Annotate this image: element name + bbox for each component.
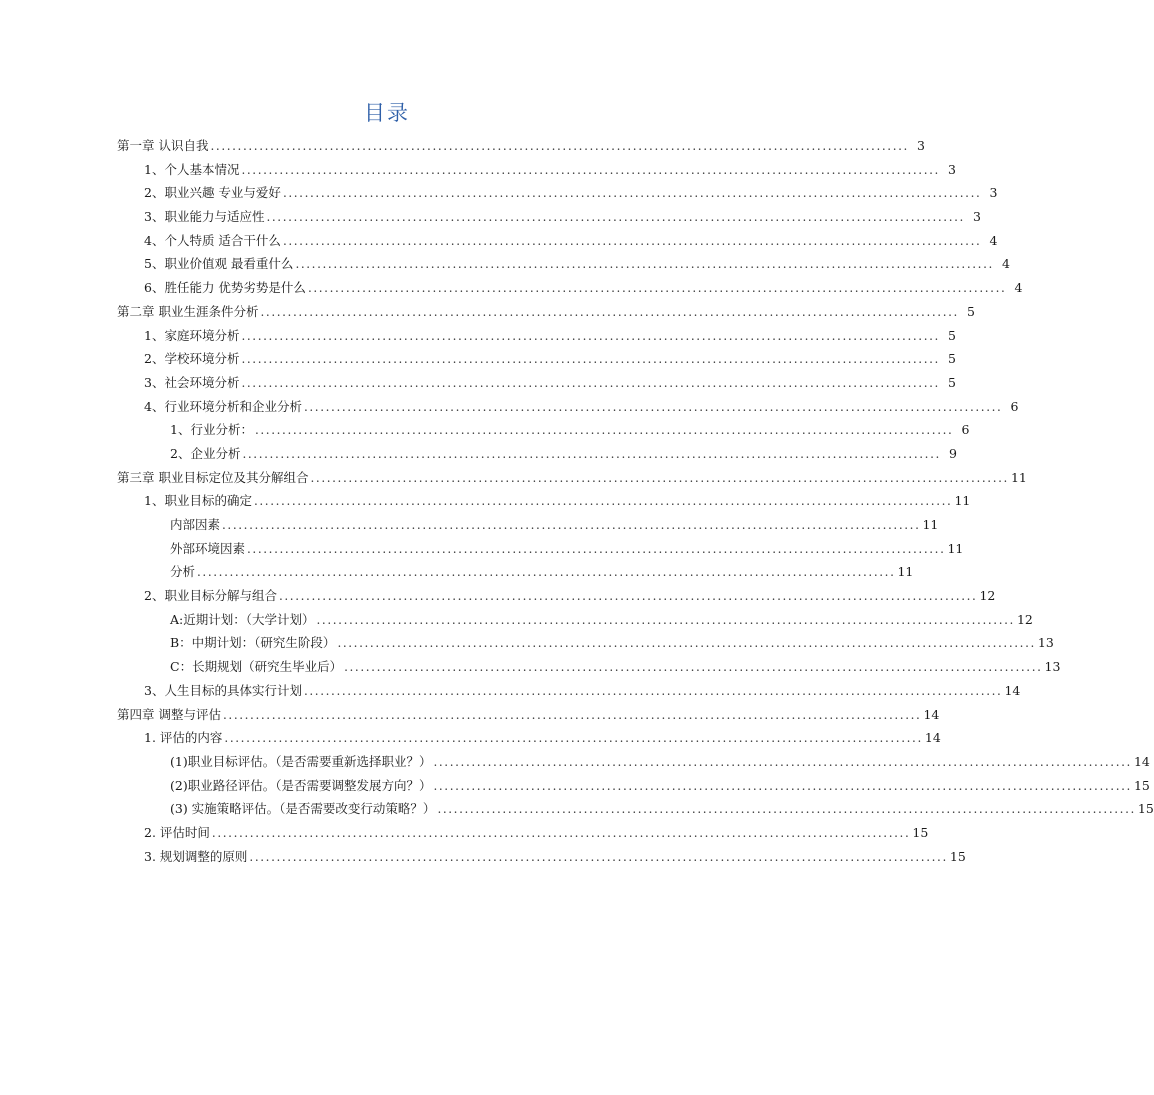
toc-entry-label: 第四章 调整与评估 (117, 706, 221, 722)
toc-entry-page-number: 14 (1133, 753, 1150, 769)
toc-entry[interactable] (117, 679, 1021, 703)
dot-leader: ................................................................................................................................. (303, 683, 1003, 698)
toc-entry-page-number: 15 (1137, 801, 1154, 817)
dot-leader: ................................................................................................................................. (247, 541, 946, 556)
toc-entry-page-number: 14 (923, 706, 940, 722)
toc-entry-label: 1、职业目标的确定 (144, 493, 252, 509)
dot-leader: ................................................................................................................................. (242, 446, 941, 461)
toc-entry-label: (2)职业路径评估。（是否需要调整发展方向？） (170, 777, 432, 793)
toc-entry-label: 1、行业分析： (170, 422, 253, 438)
toc-entry-page-number: 15 (912, 824, 929, 840)
toc-entry-page-number: 3 (972, 209, 981, 225)
toc-entry-label: 2. 评估时间 (144, 824, 210, 840)
toc-entry-label: 2、企业分析 (170, 445, 241, 461)
toc-entry-page-number: 11 (897, 564, 914, 580)
dot-leader: ................................................................................................................................. (310, 470, 1009, 485)
toc-entry[interactable] (117, 466, 1027, 490)
dot-leader: ................................................................................................................................. (222, 518, 921, 532)
toc-entry-label: 1、家庭环境分析 (144, 327, 240, 343)
toc-entry-label: (1)职业目标评估。（是否需要重新选择职业？） (170, 753, 432, 769)
toc-entry[interactable] (117, 703, 940, 727)
toc-title: 目录 (364, 101, 410, 125)
toc-entry-label: 第三章 职业目标定位及其分解组合 (117, 469, 309, 485)
toc-entry-label: 2、学校环境分析 (144, 351, 240, 367)
dot-leader: ................................................................................................................................. (241, 375, 940, 390)
toc-entry[interactable] (117, 560, 914, 584)
toc-entry-page-number: 3 (917, 138, 925, 153)
toc-entry-page-number: 12 (1016, 611, 1033, 627)
toc-entry-page-number: 3 (989, 185, 998, 201)
dot-leader: ................................................................................................................................. (222, 707, 922, 722)
toc-entry-page-number: 12 (979, 588, 996, 604)
toc-entry-page-number: 13 (1044, 659, 1061, 675)
toc-entry-page-number: 11 (954, 493, 971, 509)
toc-entry-page-number: 4 (1014, 280, 1023, 296)
toc-entry-label: 第一章 认识自我 (117, 138, 209, 153)
toc-entry[interactable] (117, 229, 998, 253)
toc-entry[interactable] (117, 276, 1023, 300)
toc-entry-page-number: 5 (947, 327, 956, 343)
toc-entry-label: 分析 (170, 564, 196, 580)
dot-leader: ................................................................................................................................. (260, 304, 959, 319)
toc-entry-page-number: 5 (947, 374, 956, 390)
toc-entry-page-number: 3 (947, 161, 956, 177)
toc-entry[interactable] (117, 252, 1010, 276)
toc-entry[interactable] (117, 300, 975, 324)
toc-entry[interactable] (117, 584, 996, 608)
toc-entry-page-number: 15 (949, 848, 966, 864)
toc-entry[interactable] (117, 324, 956, 348)
toc-entry-label: B：中期计划：（研究生阶段） (170, 635, 336, 651)
dot-leader: ................................................................................................................................. (282, 186, 982, 201)
toc-entry[interactable] (117, 181, 998, 205)
toc-entry-label: 2、职业兴趣 专业与爱好 (144, 185, 281, 201)
toc-entry-label: 4、个人特质 适合干什么 (144, 232, 281, 248)
dot-leader: ................................................................................................................................. (303, 399, 1003, 414)
toc-entry-page-number: 6 (961, 422, 970, 438)
dot-leader: ................................................................................................................................. (210, 139, 909, 153)
dot-leader: ................................................................................................................................. (344, 660, 1043, 675)
toc-entry[interactable] (117, 797, 1154, 821)
toc-entry-label: 3、社会环境分析 (144, 374, 240, 390)
toc-entry-page-number: 4 (989, 232, 998, 248)
dot-leader: ................................................................................................................................. (282, 233, 982, 248)
dot-leader: ................................................................................................................................. (241, 162, 940, 177)
dot-leader: ................................................................................................................................. (337, 636, 1036, 651)
toc-entry[interactable] (117, 631, 1054, 655)
dot-leader: ................................................................................................................................. (241, 328, 940, 343)
dot-leader: ................................................................................................................................. (254, 423, 954, 438)
dot-leader: ................................................................................................................................. (249, 849, 948, 864)
dot-leader: ................................................................................................................................. (295, 257, 994, 272)
dot-leader: ................................................................................................................................. (278, 589, 978, 604)
dot-leader: ................................................................................................................................. (253, 494, 953, 509)
toc-entry[interactable] (117, 158, 956, 182)
toc-entry[interactable] (117, 774, 1150, 798)
toc-entry-page-number: 4 (1001, 256, 1010, 272)
toc-entry-page-number: 11 (947, 540, 964, 556)
toc-entry[interactable] (117, 608, 1033, 632)
table-of-contents (117, 134, 1154, 868)
toc-entry-page-number: 14 (1004, 682, 1021, 698)
toc-entry[interactable] (117, 442, 957, 466)
toc-entry-page-number: 5 (967, 303, 975, 319)
dot-leader: ................................................................................................................................. (241, 352, 940, 367)
toc-entry-page-number: 11 (922, 517, 939, 532)
dot-leader: ................................................................................................................................. (266, 210, 965, 225)
toc-entry-label: 6、胜任能力 优势劣势是什么 (144, 280, 306, 296)
toc-entry-label: A:近期计划：（大学计划） (170, 611, 315, 627)
toc-entry[interactable] (117, 347, 956, 371)
toc-entry-label: 5、职业价值观 最看重什么 (144, 256, 294, 272)
toc-entry-page-number: 15 (1133, 777, 1150, 793)
toc-entry[interactable] (117, 205, 981, 229)
toc-entry[interactable] (117, 395, 1019, 419)
toc-entry-page-number: 9 (948, 445, 957, 461)
toc-entry-label: 1. 评估的内容 (144, 730, 223, 746)
toc-entry[interactable] (117, 537, 964, 561)
toc-entry-label: 3. 规划调整的原则 (144, 848, 248, 864)
toc-entry[interactable] (117, 371, 956, 395)
toc-entry-label: 3、人生目标的具体实行计划 (144, 682, 302, 698)
toc-entry-label: C：长期规划（研究生毕业后） (170, 659, 343, 675)
dot-leader: ................................................................................................................................. (433, 754, 1132, 769)
dot-leader: ................................................................................................................................. (433, 778, 1132, 793)
toc-entry[interactable] (117, 726, 941, 750)
toc-entry[interactable] (117, 655, 1061, 679)
toc-entry-page-number: 14 (924, 730, 941, 746)
toc-entry-page-number: 6 (1010, 398, 1019, 414)
toc-entry[interactable] (117, 134, 925, 158)
dot-leader: ................................................................................................................................. (316, 612, 1015, 627)
toc-entry-page-number: 11 (1010, 469, 1027, 485)
toc-entry[interactable] (117, 750, 1150, 774)
toc-entry-label: (3) 实施策略评估。（是否需要改变行动策略？） (170, 801, 436, 817)
toc-entry[interactable] (117, 821, 929, 845)
toc-entry[interactable] (117, 489, 971, 513)
toc-entry-label: 4、行业环境分析和企业分析 (144, 398, 302, 414)
dot-leader: ................................................................................................................................. (437, 802, 1136, 817)
toc-entry-label: 3、职业能力与适应性 (144, 209, 265, 225)
dot-leader: ................................................................................................................................. (197, 565, 896, 580)
toc-entry-label: 2、职业目标分解与组合 (144, 588, 277, 604)
toc-entry-page-number: 5 (947, 351, 956, 367)
toc-entry-label: 第二章 职业生涯条件分析 (117, 303, 259, 319)
toc-entry-page-number: 13 (1037, 635, 1054, 651)
dot-leader: ................................................................................................................................. (211, 825, 911, 840)
toc-entry[interactable] (117, 845, 966, 869)
toc-entry-label: 外部环境因素 (170, 540, 246, 556)
dot-leader: ................................................................................................................................. (307, 281, 1007, 296)
toc-entry-label: 内部因素 (170, 517, 221, 532)
toc-entry[interactable] (117, 513, 939, 537)
dot-leader: ................................................................................................................................. (224, 731, 923, 746)
toc-entry-label: 1、个人基本情况 (144, 161, 240, 177)
toc-entry[interactable] (117, 418, 970, 442)
